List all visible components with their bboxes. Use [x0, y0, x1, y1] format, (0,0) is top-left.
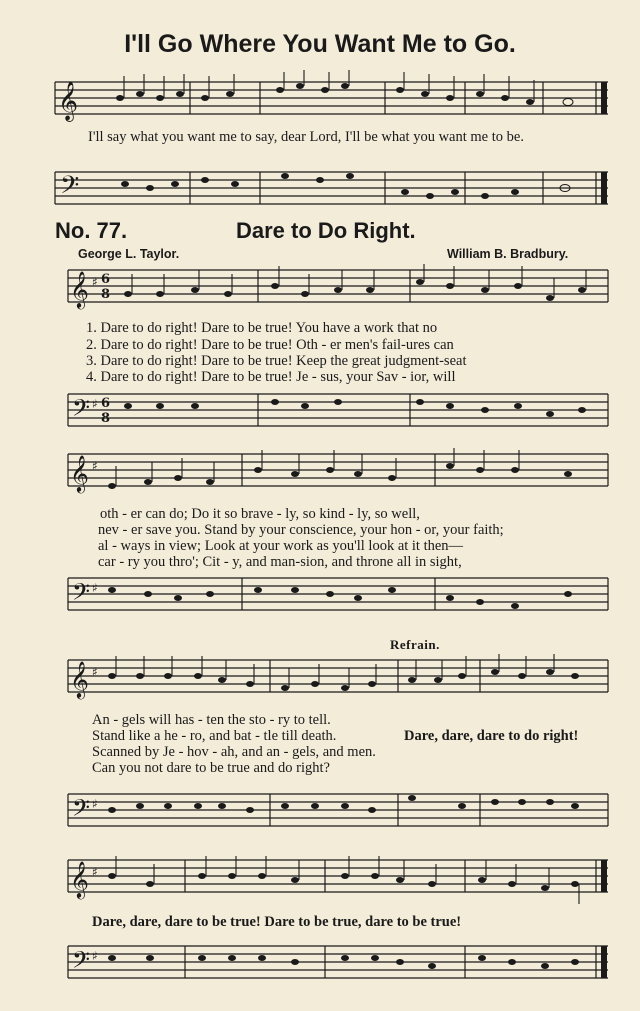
system4-bass-staff — [0, 936, 640, 996]
system1-verse-4: 4. Dare to do right! Dare to be true! Je - sus, your Sav - ior, will — [86, 369, 456, 385]
svg-text:♯: ♯ — [92, 949, 98, 963]
words-credit: George L. Taylor. — [78, 247, 180, 261]
system3-verse-2: Stand like a he - ro, and bat - tle till death. — [92, 728, 337, 744]
refrain-line1: Dare, dare, dare to do right! — [404, 728, 579, 744]
svg-text:𝄢: 𝄢 — [72, 578, 91, 611]
system3-verse-4: Can you not dare to be true and do right? — [92, 760, 330, 776]
hymn-number: No. 77. — [55, 218, 128, 243]
refrain-line2: Dare, dare, dare to be true! Dare to be true, dare to be true! — [92, 914, 462, 930]
system1-bass-staff — [0, 386, 640, 446]
system1-verse-2: 2. Dare to do right! Dare to be true! Oth - er men's fail-ures can — [86, 337, 454, 353]
svg-text:♯: ♯ — [92, 459, 98, 473]
svg-text:𝄢: 𝄢 — [60, 171, 80, 206]
svg-text:𝄞: 𝄞 — [70, 860, 89, 898]
svg-text:𝄞: 𝄞 — [58, 81, 79, 121]
system3-treble-staff — [0, 652, 640, 712]
svg-text:♯: ♯ — [92, 865, 98, 879]
svg-text:8: 8 — [101, 287, 111, 302]
svg-text:♯: ♯ — [92, 581, 98, 595]
previous-hymn-lyric: I'll say what you want me to say, dear Lord, I'll be what you want me to be. — [88, 129, 524, 145]
previous-hymn-title: I'll Go Where You Want Me to Go. — [124, 30, 516, 58]
system1-treble-staff — [0, 262, 640, 322]
refrain-label: Refrain. — [390, 637, 440, 652]
music-credit: William B. Bradbury. — [447, 247, 569, 261]
system4-treble-staff — [0, 852, 640, 918]
svg-text:𝄞: 𝄞 — [70, 660, 89, 698]
svg-text:𝄢: 𝄢 — [72, 794, 91, 827]
system2-treble-staff — [0, 446, 640, 506]
svg-text:♯: ♯ — [92, 797, 98, 811]
system2-verse-2: nev - er save you. Stand by your conscience, your hon - or, your faith; — [98, 522, 504, 538]
system2-verse-3: al - ways in view; Look at your work as you'll look at it then— — [98, 538, 464, 554]
svg-text:♯: ♯ — [92, 397, 98, 411]
svg-text:♯: ♯ — [92, 665, 98, 679]
system1-verse-3: 3. Dare to do right! Dare to be true! Keep the great judgment-seat — [86, 353, 467, 369]
system3-bass-staff — [0, 784, 640, 844]
system1-verse-1: 1. Dare to do right! Dare to be true! You have a work that no — [86, 320, 438, 336]
svg-text:8: 8 — [101, 411, 111, 426]
svg-text:𝄞: 𝄞 — [70, 270, 89, 308]
svg-text:𝄢: 𝄢 — [72, 946, 91, 979]
system3-verse-3: Scanned by Je - hov - ah, and an - gels, and men. — [92, 744, 376, 760]
svg-text:♯: ♯ — [92, 275, 98, 289]
svg-text:𝄞: 𝄞 — [70, 454, 89, 492]
system2-verse-4: car - ry you thro'; Cit - y, and man-sion, and throne all in sight, — [98, 554, 462, 570]
svg-text:6: 6 — [101, 272, 111, 287]
system2-bass-staff — [0, 570, 640, 634]
system2-verse-1: oth - er can do; Do it so brave - ly, so kind - ly, so well, — [100, 506, 420, 522]
hymn-title: Dare to Do Right. — [236, 218, 416, 243]
svg-text:𝄢: 𝄢 — [72, 394, 91, 427]
system3-verse-1: An - gels will has - ten the sto - ry to tell. — [92, 712, 331, 728]
svg-text:6: 6 — [101, 396, 111, 411]
